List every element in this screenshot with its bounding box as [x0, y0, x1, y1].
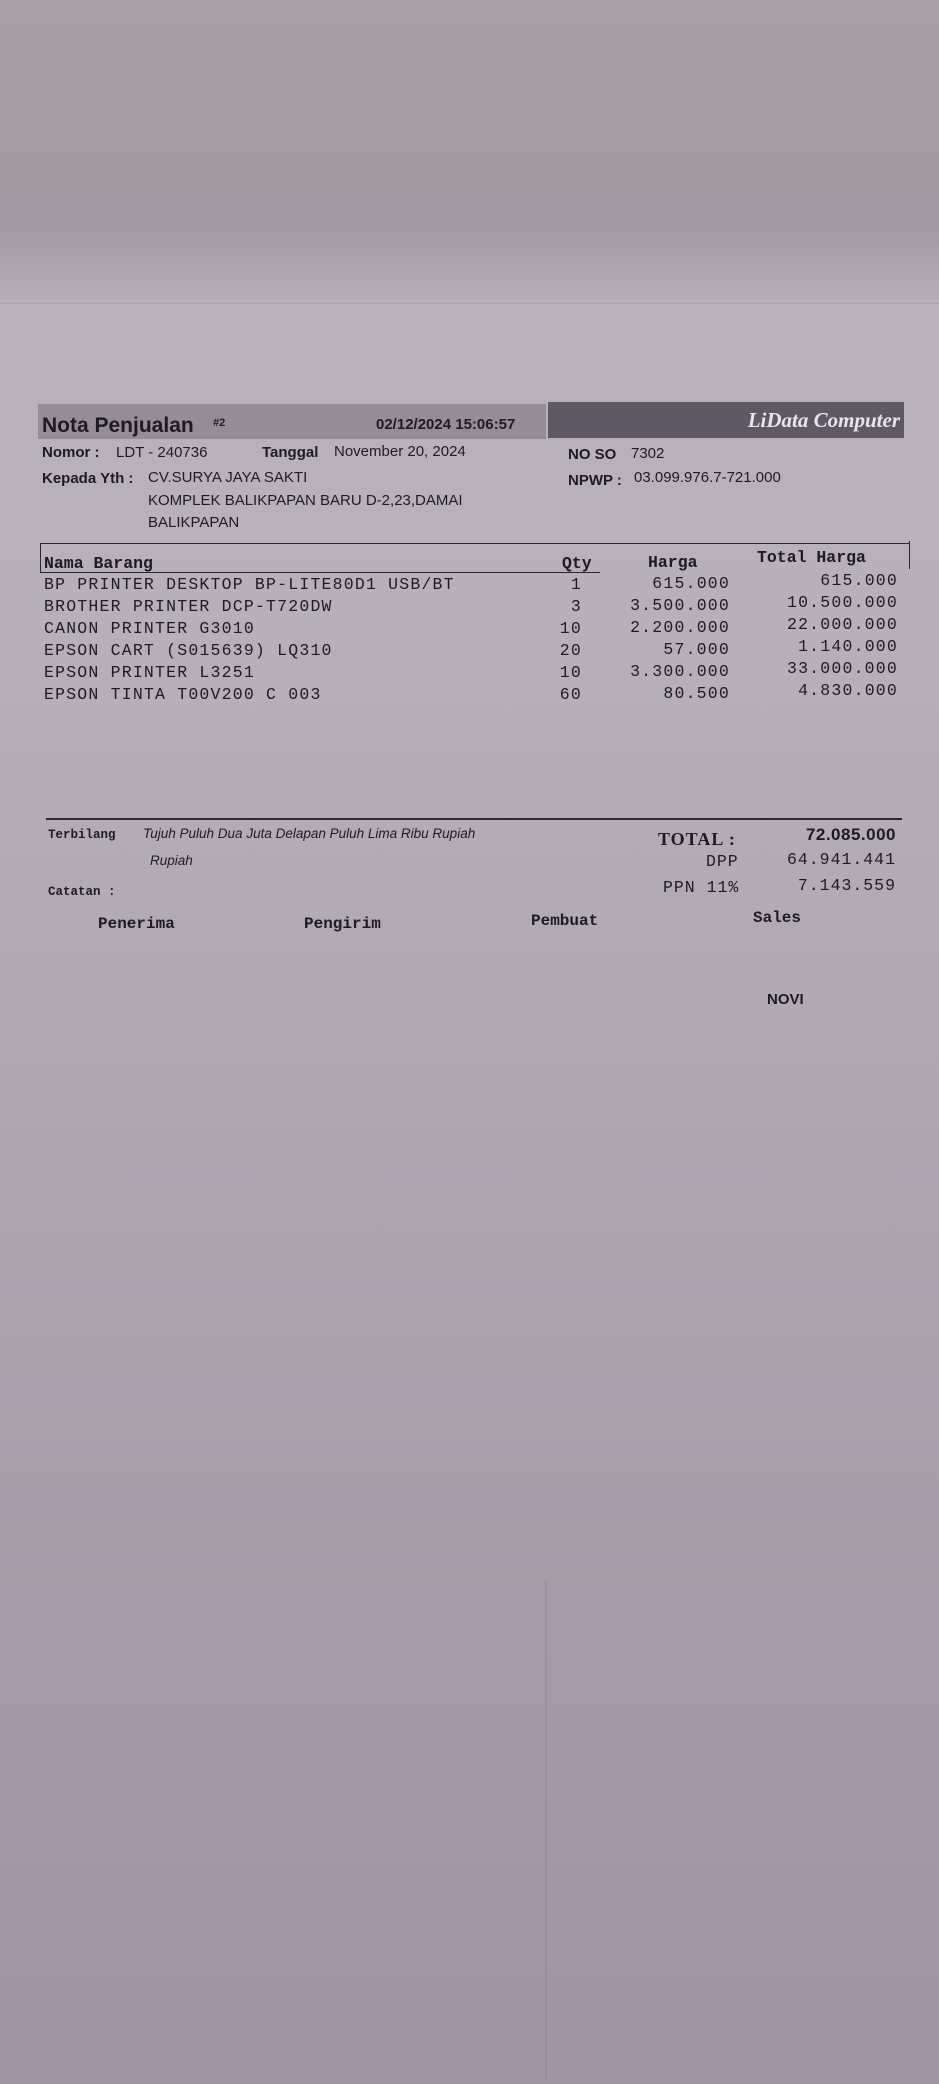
item-qty: 1 — [570, 575, 582, 594]
customer-address-line1: KOMPLEK BALIKPAPAN BARU D-2,23,DAMAI — [148, 492, 463, 509]
item-name: BROTHER PRINTER DCP-T720DW — [44, 597, 333, 616]
table-top-border — [40, 543, 910, 544]
ppn-label: PPN 11% — [663, 878, 740, 897]
item-harga: 80.500 — [663, 684, 730, 703]
signature-penerima: Penerima — [98, 915, 175, 933]
ppn-value: 7.143.559 — [797, 876, 896, 895]
item-harga: 615.000 — [652, 574, 730, 593]
item-name: EPSON CART (S015639) LQ310 — [44, 641, 333, 660]
total-value: 72.085.000 — [805, 825, 896, 844]
signature-pembuat: Pembuat — [531, 912, 599, 930]
catatan-label: Catatan : — [48, 885, 116, 899]
sales-name: NOVI — [767, 991, 804, 1008]
npwp-label: NPWP : — [568, 472, 622, 489]
terbilang-text: Tujuh Puluh Dua Juta Delapan Puluh Lima Ribu Rupiah — [143, 826, 476, 841]
item-name: EPSON TINTA T00V200 C 003 — [44, 685, 322, 704]
column-header-total-harga: Total Harga — [757, 548, 866, 567]
item-name: BP PRINTER DESKTOP BP-LITE80D1 USB/BT — [44, 575, 455, 594]
signature-sales: Sales — [753, 909, 802, 927]
column-header-harga: Harga — [648, 553, 698, 572]
document-title: Nota Penjualan — [42, 414, 194, 437]
item-qty: 20 — [559, 641, 582, 660]
item-total: 10.500.000 — [786, 593, 898, 612]
table-right-border — [909, 541, 910, 569]
item-harga: 3.500.000 — [630, 596, 730, 615]
column-header-qty: Qty — [562, 554, 592, 573]
column-header-nama-barang: Nama Barang — [44, 554, 153, 573]
dpp-value: 64.941.441 — [786, 850, 896, 869]
printed-timestamp: 02/12/2024 15:06:57 — [376, 416, 516, 433]
tanggal-value: November 20, 2024 — [334, 443, 466, 460]
terbilang-text-line2: Rupiah — [150, 853, 193, 868]
item-total: 33.000.000 — [786, 659, 898, 678]
item-qty: 10 — [559, 619, 582, 638]
customer-name: CV.SURYA JAYA SAKTI — [148, 469, 308, 486]
noso-value: 7302 — [631, 445, 665, 462]
item-harga: 3.300.000 — [630, 662, 730, 681]
terbilang-label: Terbilang — [48, 828, 116, 842]
brand-logo: LiData Computer — [747, 408, 900, 432]
item-harga: 57.000 — [663, 640, 730, 659]
item-qty: 3 — [570, 597, 582, 616]
nomor-label: Nomor : — [42, 444, 100, 461]
item-harga: 2.200.000 — [630, 618, 730, 637]
item-total: 4.830.000 — [798, 681, 898, 700]
customer-address-line2: BALIKPAPAN — [148, 514, 240, 531]
noso-label: NO SO — [568, 446, 617, 463]
item-qty: 60 — [559, 685, 582, 704]
nomor-value: LDT - 240736 — [116, 444, 208, 461]
item-total: 615.000 — [820, 571, 898, 590]
item-qty: 10 — [559, 663, 582, 682]
summary-divider — [46, 818, 902, 820]
dpp-label: DPP — [706, 852, 739, 871]
table-left-border — [40, 543, 41, 573]
item-name: EPSON PRINTER L3251 — [44, 663, 255, 682]
signature-pengirim: Pengirim — [304, 915, 381, 933]
npwp-value: 03.099.976.7-721.000 — [634, 469, 781, 486]
item-name: CANON PRINTER G3010 — [44, 619, 255, 638]
item-total: 1.140.000 — [798, 637, 898, 656]
kepada-label: Kepada Yth : — [42, 470, 134, 487]
tanggal-label: Tanggal — [262, 444, 319, 461]
item-total: 22.000.000 — [786, 615, 898, 634]
document-title-sub: #2 — [213, 417, 226, 429]
total-label: TOTAL : — [658, 829, 736, 849]
